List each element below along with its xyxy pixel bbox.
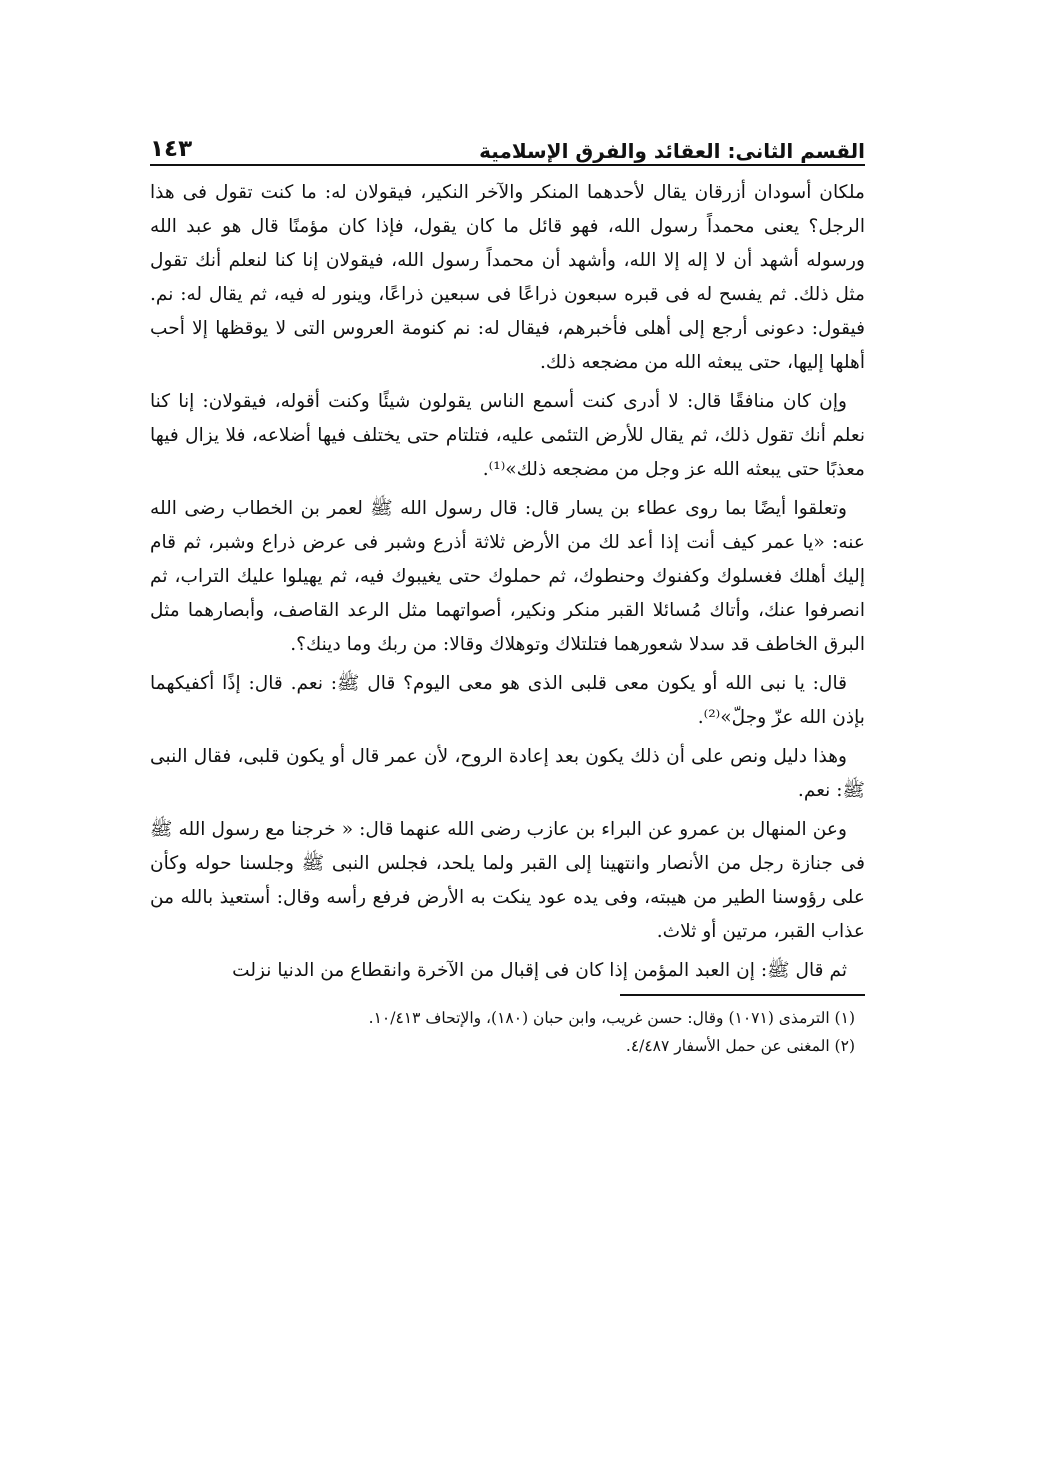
footnote-1: (١) الترمذى (١٠٧١) وقال: حسن غريب، وابن حبان (١٨٠)، والإتحاف ١٠/٤١٣. [368,1009,855,1027]
paragraph-6: وعن المنهال بن عمرو عن البراء بن عازب رضى الله عنهما قال: « خرجنا مع رسول الله ﷺ فى جنازة رجل من الأنصار وانتهينا إلى القبر ولما يلحد، فجلس النبى ﷺ وجلسنا حوله وكأن على رؤوسنا الطير من هيبته، وفى يده عود ينكت به الأرض فرفع رأسه وقال: أستعيذ بالله من عذاب القبر، مرتين أو ثلاث. [150,819,865,942]
book-page [150,118,865,1060]
footnote-2: (٢) المغنى عن حمل الأسفار ٤/٤٨٧. [625,1037,855,1055]
main-text [150,176,865,988]
paragraph-3: وتعلقوا أيضًا بما روى عطاء بن يسار قال: قال رسول الله ﷺ لعمر بن الخطاب رضى الله عنه: «يا عمر كيف أنت إذا أعد لك من الأرض ثلاثة أذرع وشبر فى عرض ذراع وشبر، ثم قام إليك أهلك فغسلوك وكفنوك وحنطوك، ثم حملوك حتى يغيبوك فيه، ثم يهيلوا عليك التراب، ثم انصرفوا عنك، وأتاك مُسائلا القبر منكر ونكير، أصواتهما مثل الرعد القاصف، وأبصارهما مثل البرق الخاطف قد سدلا شعورهما فتلتلاك وتوهلاك وقالا: من ربك وما دينك؟. [150,498,865,655]
page-number: ١٤٣ [150,135,193,162]
footnote-divider [620,994,865,996]
running-header [150,118,865,166]
paragraph-1: ملكان أسودان أزرقان يقال لأحدهما المنكر والآخر النكير، فيقولان له: ما كنت تقول فى هذا الرجل؟ يعنى محمداً رسول الله، فهو قائل ما كان يقول، فإذا كان مؤمنًا قال هو عبد الله ورسوله أشهد أن لا إله إلا الله، وأشهد أن محمداً رسول الله، فيقولان إنا كنا لنعلم أنك تقول مثل ذلك. ثم يفسح له فى قبره سبعون ذراعًا فى سبعين ذراعًا، وينور له فيه، ثم يقال له: نم. فيقول: دعونى أرجع إلى أهلى فأخبرهم، فيقال له: نم كنومة العروس التى لا يوقظها إلا أحب أهلها إليها، حتى يبعثه الله من مضجعه ذلك. [150,182,865,373]
paragraph-2: وإن كان منافقًا قال: لا أدرى كنت أسمع الناس يقولون شيئًا وكنت أقوله، فيقولان: إنا كنا نعلم أنك تقول ذلك، ثم يقال للأرض التئمى عليه، فتلتام حتى يختلف فيها أضلاعه، فلا يزال فيها معذبًا حتى يبعثه الله عز وجل من مضجعه ذلك»⁽¹⁾. [150,391,865,480]
paragraph-4: قال: يا نبى الله أو يكون معى قلبى الذى هو معى اليوم؟ قال ﷺ: نعم. قال: إذًا أكفيكهما بإذن الله عزّ وجلّ»⁽²⁾. [150,673,865,728]
footnotes [150,1004,865,1060]
paragraph-5: وهذا دليل ونص على أن ذلك يكون بعد إعادة الروح، لأن عمر قال أو يكون قلبى، فقال النبى ﷺ: نعم. [150,746,865,801]
paragraph-7: ثم قال ﷺ: إن العبد المؤمن إذا كان فى إقبال من الآخرة وانقطاع من الدنيا نزلت [232,960,847,981]
chapter-title: القسم الثانى: العقائد والفرق الإسلامية [479,139,865,163]
